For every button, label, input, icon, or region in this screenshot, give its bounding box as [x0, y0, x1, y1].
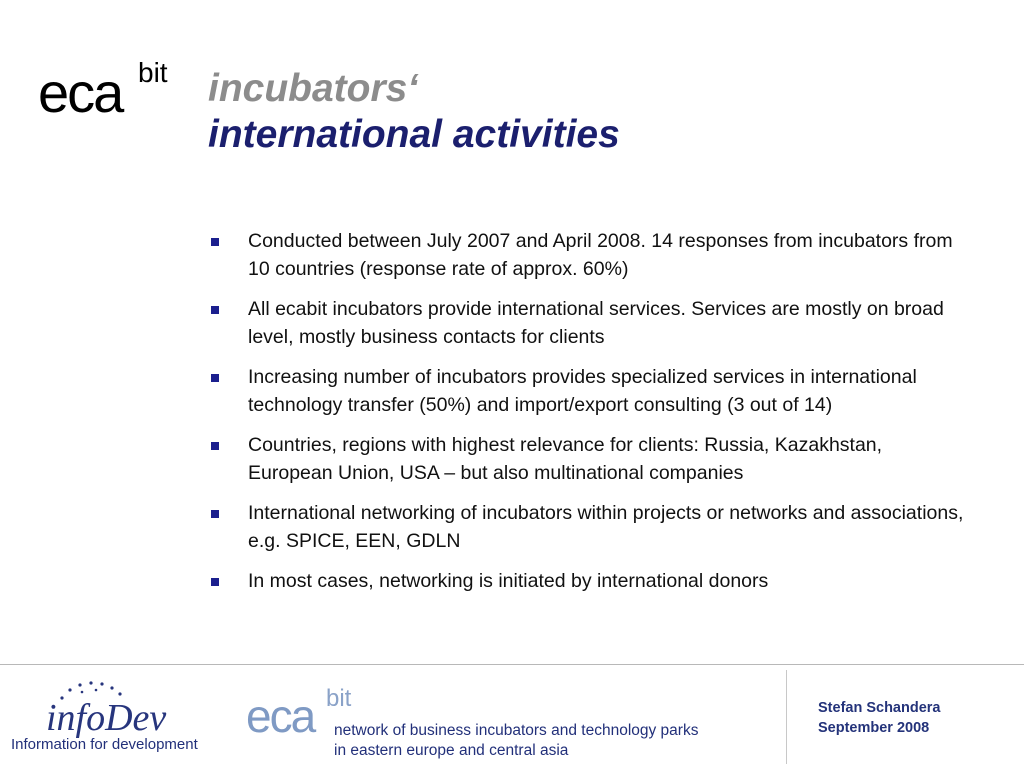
footer-divider: [0, 664, 1024, 665]
infodev-logo-text: infoDev: [46, 697, 167, 739]
bullet-text: In most cases, networking is initiated by international donors: [248, 570, 769, 592]
bullet-square-icon: [211, 374, 219, 382]
bullet-item: [210, 364, 970, 419]
presentation-date: September 2008: [818, 720, 930, 736]
ecabit-logo: [38, 52, 188, 122]
footer-vertical-divider: [786, 670, 787, 764]
bullet-text: Countries, regions with highest relevance for clients: Russia, Kazakhstan, European Union, USA – but also multinational companies: [248, 434, 883, 484]
ecabit-footer-main: eca: [246, 690, 315, 738]
ecabit-logo-sup: bit: [138, 57, 168, 88]
slide-title: [208, 66, 620, 158]
bullet-text: Conducted between July 2007 and April 2008. 14 responses from incubators from 10 countries (response rate of approx. 60%): [248, 230, 953, 280]
bullet-text: International networking of incubators within projects or networks and associations, e.g. SPICE, EEN, GDLN: [248, 502, 964, 552]
bullet-square-icon: [211, 238, 219, 246]
bullet-text: All ecabit incubators provide international services. Services are mostly on broad level, mostly business contacts for clients: [248, 298, 944, 348]
author-block: [818, 698, 941, 738]
network-line-1: network of business incubators and technology parks: [334, 722, 699, 739]
bullet-list: [210, 228, 970, 609]
bullet-square-icon: [211, 442, 219, 450]
bullet-item: [210, 568, 970, 596]
bullet-item: [210, 228, 970, 283]
infodev-tagline: Information for development: [11, 736, 198, 753]
bullet-text: Increasing number of incubators provides specialized services in international technology transfer (50%) and import/export consulting (3 out of 14): [248, 366, 917, 416]
network-line-2: in eastern europe and central asia: [334, 742, 569, 759]
network-description: [334, 721, 698, 761]
bullet-square-icon: [211, 578, 219, 586]
bullet-item: [210, 432, 970, 487]
ecabit-logo-main: eca: [38, 61, 123, 122]
bullet-item: [210, 500, 970, 555]
bullet-item: [210, 296, 970, 351]
bullet-square-icon: [211, 306, 219, 314]
author-name: Stefan Schandera: [818, 700, 941, 716]
ecabit-footer-sup: bit: [326, 685, 352, 712]
bullet-square-icon: [211, 510, 219, 518]
infodev-logo: [40, 678, 175, 740]
title-line-2: international activities: [208, 113, 620, 156]
title-line-1: incubators‘: [208, 67, 419, 110]
